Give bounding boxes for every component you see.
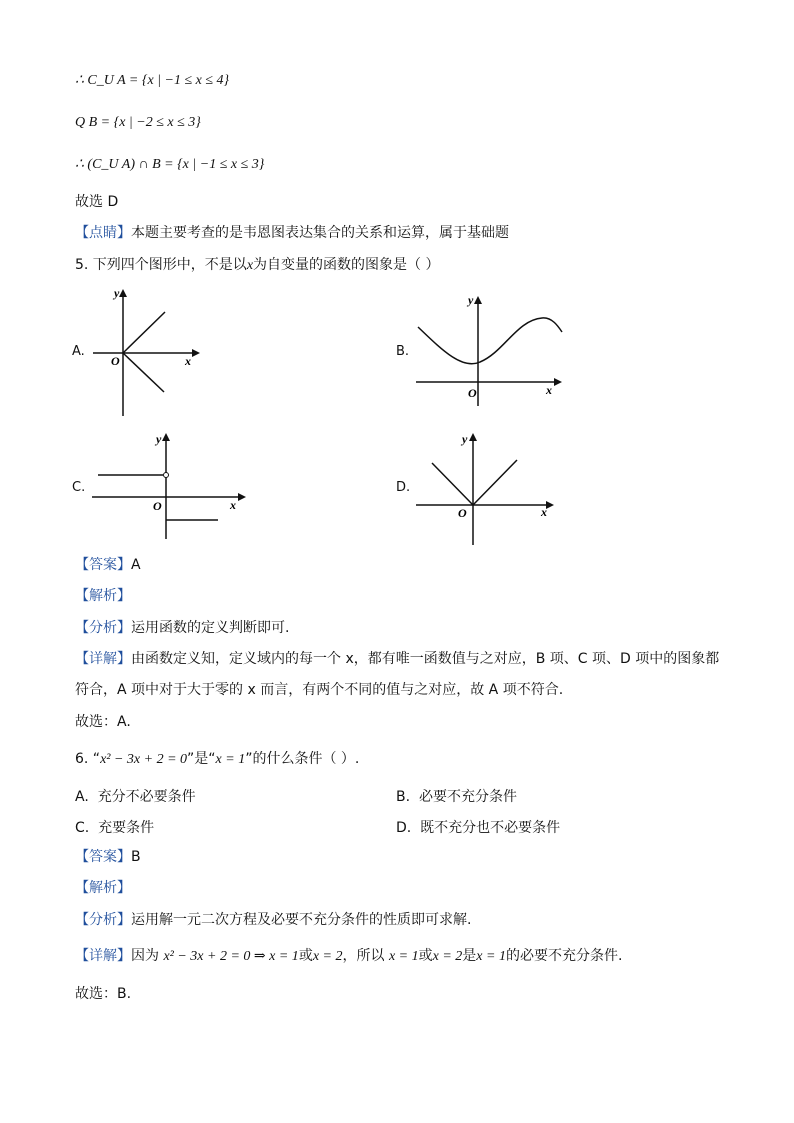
- q6-jiexi-tag: 【解析】: [75, 880, 131, 896]
- detail-part: 或: [298, 948, 313, 964]
- option-label: B.: [396, 789, 411, 805]
- q6-stem-mid: ”是“: [187, 751, 216, 767]
- note-tag: 【点睛】: [75, 225, 131, 241]
- q5-option-b-label: B.: [396, 344, 410, 359]
- y-axis-arrow: [162, 433, 170, 441]
- detail-math: x² − 3x + 2 = 0 ⇒ x = 1: [163, 949, 299, 964]
- q5-graph-a: [88, 285, 208, 420]
- q6-choose: 故选：B.: [75, 986, 132, 1002]
- q5-option-a-label: A.: [72, 344, 85, 359]
- q6-option-b: [396, 786, 517, 806]
- q6-stem: [75, 750, 359, 769]
- x-axis-label: x: [541, 505, 547, 519]
- answer-value: B: [131, 849, 141, 865]
- detail-part: 的必要不充分条件.: [505, 948, 623, 964]
- answer-tag: 【答案】: [75, 849, 131, 865]
- q4-note: [75, 224, 509, 242]
- q5-graph-d: [412, 427, 560, 549]
- detail-part: 是: [462, 948, 477, 964]
- y-axis-label: y: [468, 293, 474, 307]
- q6-detail: [75, 947, 622, 966]
- answer-value: A: [131, 557, 141, 573]
- y-axis-label: y: [114, 286, 120, 300]
- y-axis-arrow: [474, 296, 482, 304]
- origin-label: O: [458, 506, 467, 520]
- q6-stem-prefix: 6. “: [75, 751, 101, 767]
- analysis-text: 运用解一元二次方程及必要不充分条件的性质即可求解.: [131, 912, 472, 928]
- analysis-tag: 【分析】: [75, 620, 131, 636]
- x-axis-label: x: [546, 383, 552, 397]
- q5-detail-2: 符合，A 项中对于大于零的 x 而言，有两个不同的值与之对应，故 A 项不符合.: [75, 682, 564, 698]
- q6-answer: [75, 848, 141, 866]
- q5-stem-var: x: [246, 258, 254, 273]
- q5-jiexi-tag: 【解析】: [75, 588, 131, 604]
- x-axis-arrow: [554, 378, 562, 386]
- x-axis-arrow: [238, 493, 246, 501]
- q6-option-a: [75, 786, 196, 806]
- q4-choose: 故选 D: [75, 194, 119, 210]
- origin-label: O: [468, 386, 477, 400]
- origin-label: O: [153, 499, 162, 513]
- proof-line-1: ∴ C_U A = {x | −1 ≤ x ≤ 4}: [75, 73, 230, 88]
- y-axis-label: y: [156, 432, 162, 446]
- note-text: 本题主要考查的是韦恩图表达集合的关系和运算，属于基础题: [131, 225, 509, 241]
- graph-lower-ray: [123, 353, 164, 392]
- x-axis-arrow: [546, 501, 554, 509]
- detail-math: x = 2: [432, 949, 463, 964]
- q6-option-d: [396, 817, 560, 837]
- open-endpoint: [164, 473, 169, 478]
- option-text: 必要不充分条件: [418, 789, 517, 805]
- q5-graph-b: [412, 292, 568, 410]
- detail-part: 或: [418, 948, 433, 964]
- q5-option-d-label: D.: [396, 480, 411, 495]
- graph-right-ray: [473, 460, 517, 505]
- analysis-tag: 【分析】: [75, 912, 131, 928]
- y-axis-arrow: [119, 289, 127, 297]
- q5-choose: 故选：A.: [75, 714, 131, 730]
- answer-tag: 【答案】: [75, 557, 131, 573]
- detail-math: x = 1: [388, 949, 419, 964]
- q5-option-c-label: C.: [72, 480, 86, 495]
- q5-detail-1: [75, 650, 719, 668]
- q6-option-c: [75, 817, 154, 837]
- option-text: 充要条件: [98, 820, 155, 836]
- graph-sine-curve: [418, 318, 562, 364]
- q6-stem-condition: x = 1: [215, 752, 246, 767]
- q5-stem-prefix: 5. 下列四个图形中，不是以: [75, 257, 247, 273]
- q6-analysis: [75, 911, 471, 929]
- x-axis-label: x: [185, 354, 191, 368]
- q5-stem: [75, 256, 439, 275]
- q5-analysis: [75, 619, 289, 637]
- option-text: 既不充分也不必要条件: [420, 820, 561, 836]
- q5-answer: [75, 556, 141, 574]
- q5-stem-suffix: 为自变量的函数的图象是（ ）: [253, 257, 440, 273]
- detail-math: x = 2: [312, 949, 343, 964]
- detail-text-1: 由函数定义知，定义域内的每一个 x，都有唯一函数值与之对应，B 项、C 项、D 项中的图象都: [131, 651, 720, 667]
- proof-line-3: ∴ (C_U A) ∩ B = {x | −1 ≤ x ≤ 3}: [75, 157, 265, 172]
- detail-tag: 【详解】: [75, 948, 131, 964]
- detail-tag: 【详解】: [75, 651, 131, 667]
- x-axis-arrow: [192, 349, 200, 357]
- graph-left-ray: [432, 463, 473, 505]
- origin-label: O: [111, 354, 120, 368]
- option-label: D.: [396, 820, 412, 836]
- graph-upper-ray: [123, 312, 165, 353]
- detail-math: x = 1: [476, 949, 506, 964]
- q5-graph-c: [88, 427, 250, 543]
- option-text: 充分不必要条件: [97, 789, 196, 805]
- y-axis-label: y: [462, 432, 468, 446]
- proof-line-2: Q B = {x | −2 ≤ x ≤ 3}: [75, 115, 201, 130]
- analysis-text: 运用函数的定义判断即可.: [131, 620, 290, 636]
- q6-stem-equation: x² − 3x + 2 = 0: [100, 752, 188, 767]
- q6-stem-suffix: ”的什么条件（ ）.: [245, 751, 360, 767]
- option-label: A.: [75, 789, 89, 805]
- option-label: C.: [75, 820, 90, 836]
- detail-part: 因为: [131, 948, 164, 964]
- x-axis-label: x: [230, 498, 236, 512]
- y-axis-arrow: [469, 433, 477, 441]
- detail-part: ，所以: [342, 948, 389, 964]
